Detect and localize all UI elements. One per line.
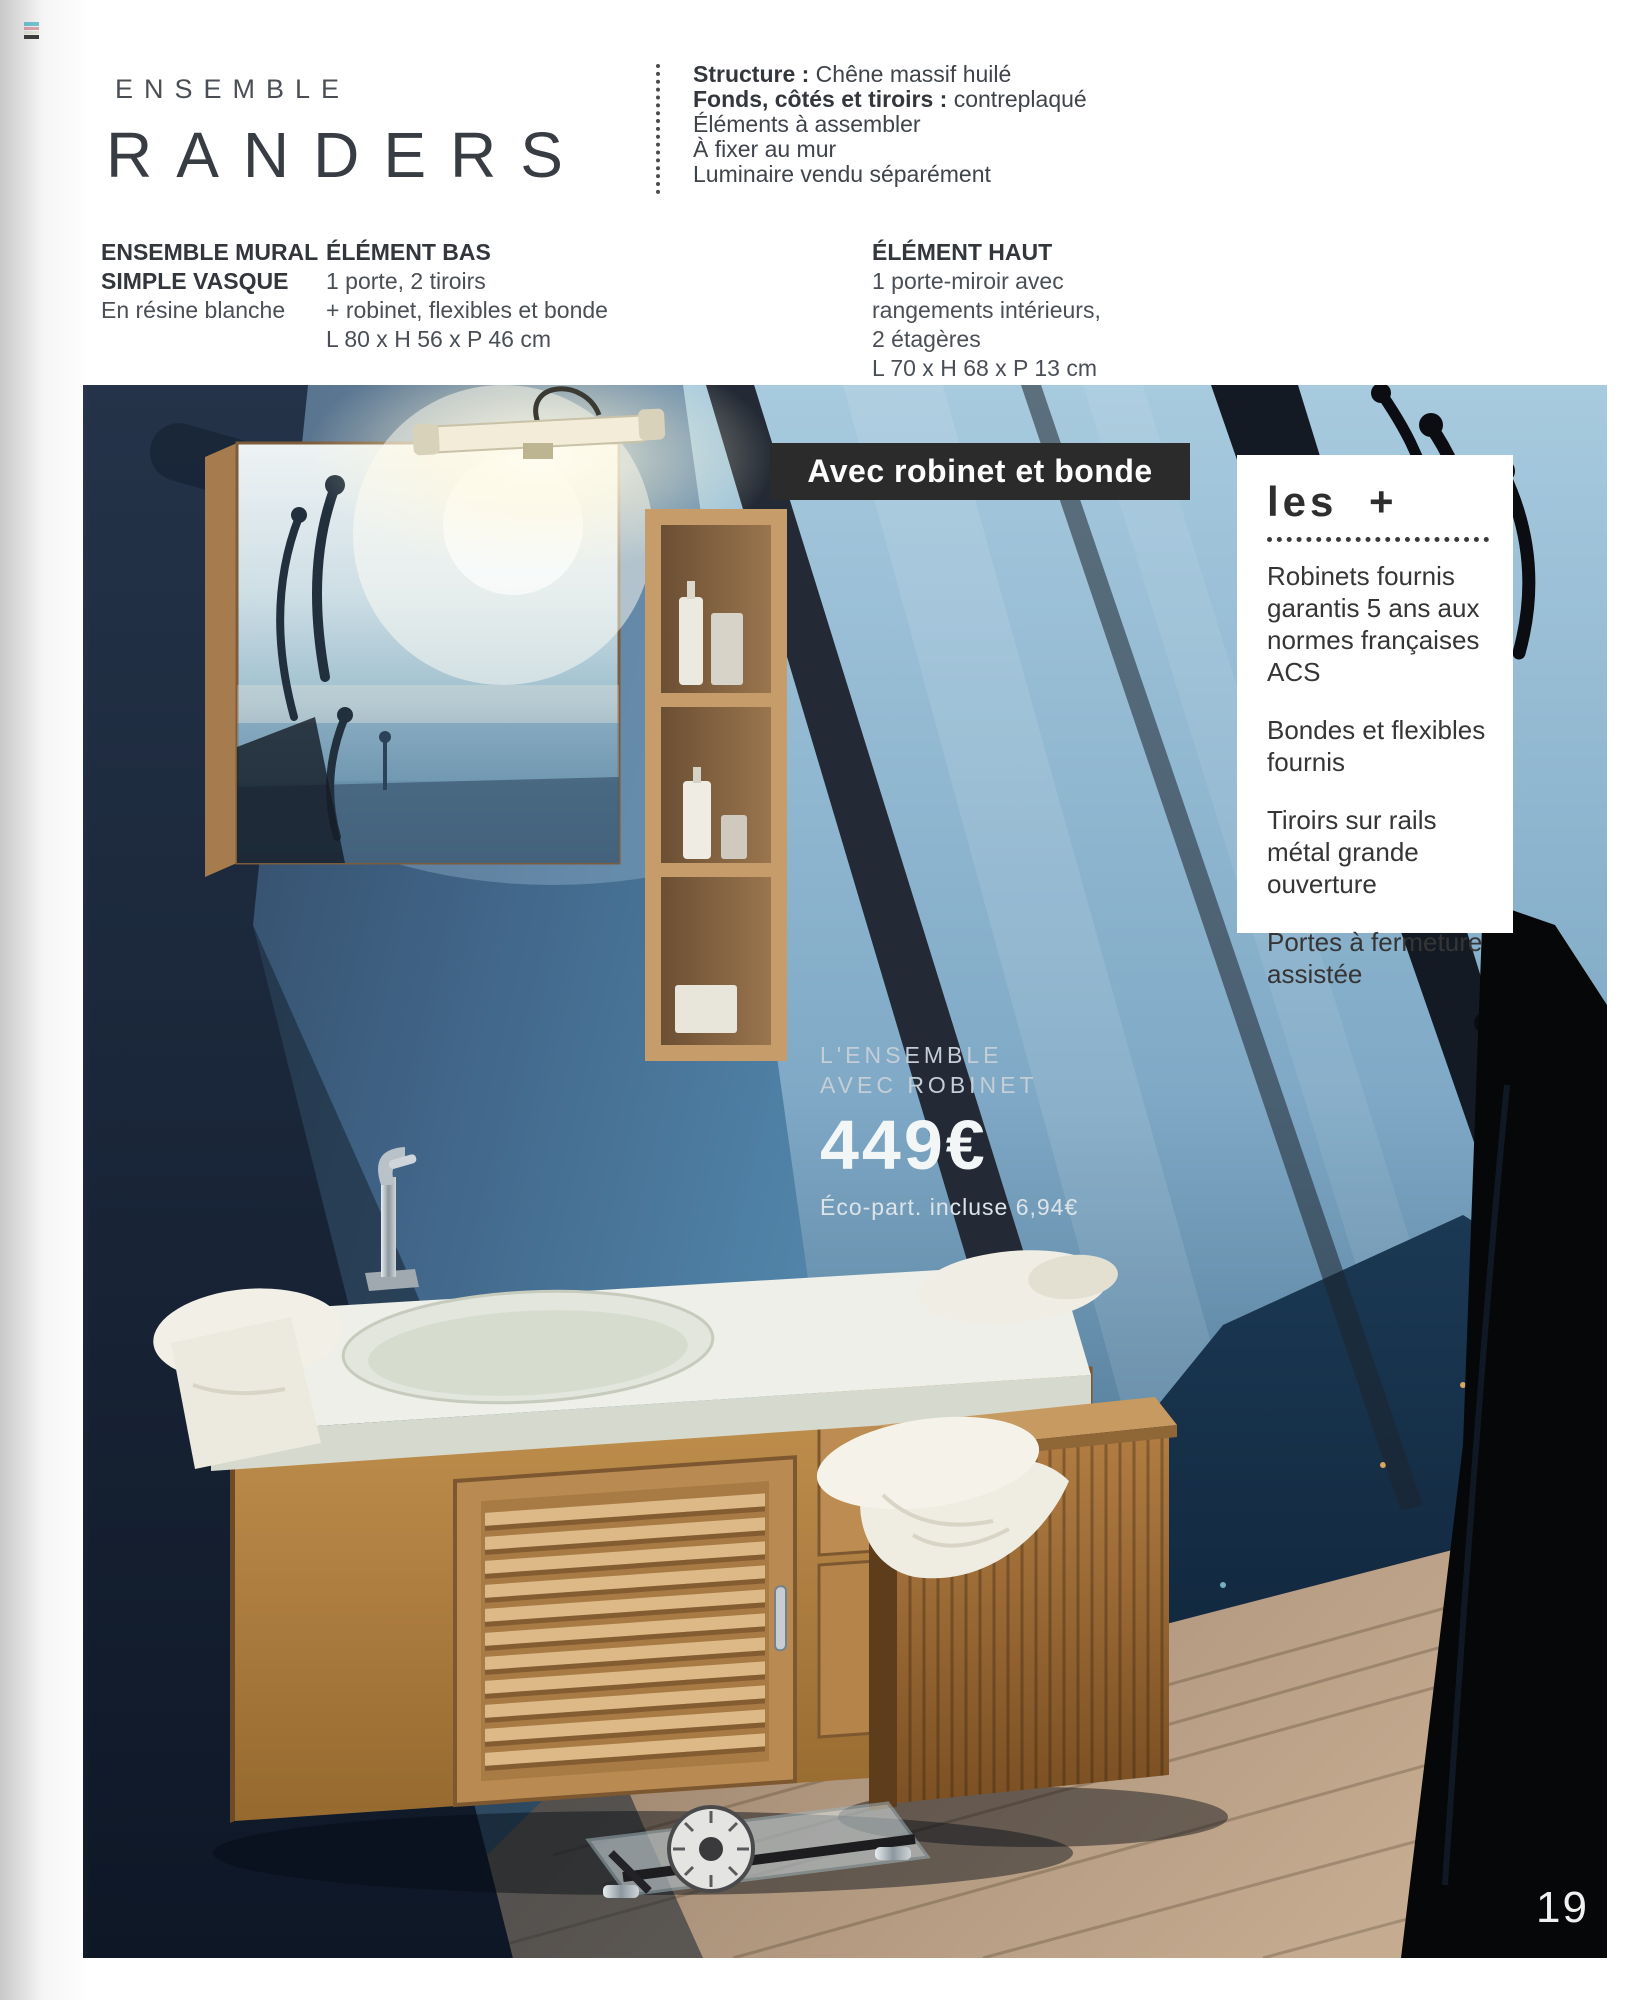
door-handle [775, 1586, 786, 1651]
page-number: 19 [1536, 1883, 1589, 1932]
eco-participation: Éco-part. incluse 6,94€ [820, 1194, 1079, 1220]
plus-box-title: les + [1267, 478, 1398, 525]
product-column-ensemble-mural: ENSEMBLE MURAL SIMPLE VASQUE En résine blanche [101, 239, 319, 323]
print-registration-icon [24, 22, 39, 39]
page-fold-shadow [0, 0, 95, 2000]
product-column-element-bas: ÉLÉMENT BAS 1 porte, 2 tiroirs + robinet, flexibles et bonde L 80 x H 56 x P 46 cm [326, 239, 608, 352]
spec-line: Luminaire vendu séparément [693, 161, 991, 187]
spec-line: À fixer au mur [693, 136, 837, 162]
spec-line: Éléments à assembler [693, 111, 921, 137]
product-kicker: ENSEMBLE [115, 74, 351, 104]
plus-item: Tiroirs sur rails métal grande ouverture [1267, 805, 1437, 899]
product-column-element-haut: ÉLÉMENT HAUT 1 porte-miroir avec rangements intérieurs, 2 étagères L 70 x H 68 x P 13 cm [872, 239, 1101, 381]
page-title: RANDERS [106, 119, 587, 191]
dotted-divider [656, 64, 660, 194]
spec-line: Fonds, côtés et tiroirs : contreplaqué [693, 86, 1087, 112]
dotted-rule [1267, 537, 1489, 542]
spec-list [693, 62, 1087, 187]
wall-shelf-unit [645, 509, 787, 1061]
plus-item: Bondes et flexibles fournis [1267, 715, 1486, 777]
badge-avec-robinet: Avec robinet et bonde [770, 443, 1190, 500]
product-photo [83, 385, 1607, 1958]
plus-box [1237, 455, 1513, 989]
price-amount: 449€ [820, 1106, 988, 1184]
plus-item: Robinets fournis garantis 5 ans aux normes françaises ACS [1267, 561, 1480, 687]
price-block [820, 1040, 1078, 1221]
spec-line: Structure : Chêne massif huilé [693, 61, 1012, 87]
plus-item: Portes à fermeture assistée [1267, 927, 1483, 989]
price-label: AVEC ROBINET [820, 1072, 1038, 1098]
louver-door [455, 1457, 795, 1805]
price-label: L'ENSEMBLE [820, 1042, 1003, 1068]
